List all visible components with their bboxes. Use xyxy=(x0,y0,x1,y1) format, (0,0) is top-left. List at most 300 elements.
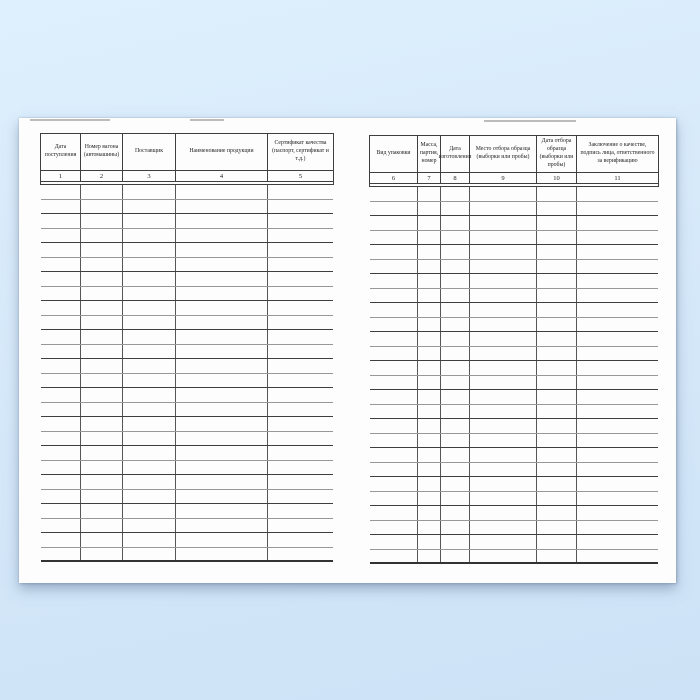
table-cell xyxy=(123,374,176,388)
table-cell xyxy=(370,318,418,332)
table-cell xyxy=(537,361,577,375)
table-cell xyxy=(176,243,268,257)
table-cell xyxy=(470,390,537,404)
table-row xyxy=(370,274,658,289)
table-cell xyxy=(81,345,123,359)
table-cell xyxy=(176,374,268,388)
table-cell xyxy=(441,550,470,563)
table-cell xyxy=(470,361,537,375)
table-cell xyxy=(176,214,268,228)
table-cell xyxy=(537,405,577,419)
table-cell xyxy=(176,330,268,344)
table-cell xyxy=(537,434,577,448)
table-cell xyxy=(418,463,441,477)
table-cell xyxy=(470,550,537,563)
table-cell xyxy=(418,434,441,448)
table-row xyxy=(41,374,333,389)
table-header-row xyxy=(40,133,334,170)
table-cell xyxy=(81,490,123,504)
table-cell xyxy=(41,301,81,315)
table-cell xyxy=(577,463,658,477)
table-cell xyxy=(577,231,658,245)
table-cell xyxy=(41,330,81,344)
table-cell xyxy=(268,432,333,446)
header-cell-7: Масса, партия, номер xyxy=(418,136,441,172)
table-cell xyxy=(577,434,658,448)
table-row xyxy=(370,434,658,449)
table-cell xyxy=(176,185,268,199)
table-cell xyxy=(537,245,577,259)
table-cell xyxy=(418,245,441,259)
table-cell xyxy=(81,388,123,402)
table-cell xyxy=(470,376,537,390)
table-cell xyxy=(441,274,470,288)
table-cell xyxy=(81,504,123,518)
table-cell xyxy=(81,258,123,272)
table-cell xyxy=(418,332,441,346)
table-cell xyxy=(41,388,81,402)
table-cell xyxy=(577,390,658,404)
table-cell xyxy=(418,535,441,549)
table-cell xyxy=(370,260,418,274)
table-cell xyxy=(370,448,418,462)
table-cell xyxy=(441,506,470,520)
table-cell xyxy=(418,202,441,216)
table-cell xyxy=(418,405,441,419)
table-row xyxy=(41,446,333,461)
table-row xyxy=(41,229,333,244)
table-cell xyxy=(418,231,441,245)
table-cell xyxy=(470,477,537,491)
table-cell xyxy=(418,347,441,361)
table-cell xyxy=(123,287,176,301)
table-cell xyxy=(268,504,333,518)
table-cell xyxy=(123,214,176,228)
table-cell xyxy=(577,506,658,520)
table-cell xyxy=(441,318,470,332)
header-cell-11: Заключение о качестве, подпись лица, ответственного за верификацию xyxy=(580,142,655,164)
table-cell xyxy=(537,289,577,303)
table-cell xyxy=(470,289,537,303)
table-cell xyxy=(370,405,418,419)
table-cell xyxy=(123,548,176,561)
table-cell xyxy=(41,185,81,199)
table-cell xyxy=(537,216,577,230)
table-cell xyxy=(537,521,577,535)
table-row xyxy=(370,405,658,420)
table-cell xyxy=(123,432,176,446)
table-cell xyxy=(81,533,123,547)
table-row xyxy=(41,301,333,316)
table-cell xyxy=(268,374,333,388)
table-cell xyxy=(370,506,418,520)
table-cell xyxy=(81,374,123,388)
table-cell xyxy=(41,533,81,547)
table-cell xyxy=(470,303,537,317)
table-cell xyxy=(441,535,470,549)
scan-artifact xyxy=(190,119,224,121)
table-row xyxy=(41,272,333,287)
table-cell xyxy=(418,521,441,535)
table-cell xyxy=(577,419,658,433)
table-cell xyxy=(123,258,176,272)
table-cell xyxy=(537,376,577,390)
table-cell xyxy=(577,187,658,201)
table-cell xyxy=(123,461,176,475)
table-cell xyxy=(470,448,537,462)
table-cell xyxy=(123,504,176,518)
table-cell xyxy=(441,390,470,404)
table-cell xyxy=(537,477,577,491)
table-cell xyxy=(41,432,81,446)
table-cell xyxy=(470,260,537,274)
table-cell xyxy=(470,434,537,448)
table-cell xyxy=(470,231,537,245)
table-cell xyxy=(123,490,176,504)
column-number-row xyxy=(40,170,334,182)
table-cell xyxy=(470,202,537,216)
table-cell xyxy=(81,359,123,373)
column-number-6: 6 xyxy=(370,173,418,183)
table-cell xyxy=(41,359,81,373)
table-cell xyxy=(577,477,658,491)
table-cell xyxy=(470,535,537,549)
table-cell xyxy=(123,417,176,431)
table-cell xyxy=(268,258,333,272)
table-cell xyxy=(470,318,537,332)
table-cell xyxy=(441,260,470,274)
table-cell xyxy=(577,303,658,317)
table-row xyxy=(41,461,333,476)
table-cell xyxy=(176,345,268,359)
table-cell xyxy=(370,535,418,549)
table-cell xyxy=(176,287,268,301)
table-row xyxy=(370,390,658,405)
table-cell xyxy=(268,330,333,344)
table-cell xyxy=(176,388,268,402)
table-cell xyxy=(176,258,268,272)
table-cell xyxy=(537,332,577,346)
column-number-7: 7 xyxy=(418,173,441,183)
table-row xyxy=(41,403,333,418)
table-cell xyxy=(537,550,577,563)
table-cell xyxy=(123,519,176,533)
table-cell xyxy=(418,376,441,390)
table-cell xyxy=(370,187,418,201)
table-row xyxy=(41,504,333,519)
table-cell xyxy=(41,417,81,431)
table-cell xyxy=(81,475,123,489)
table-cell xyxy=(268,316,333,330)
table-cell xyxy=(370,202,418,216)
table-cell xyxy=(268,301,333,315)
table-cell xyxy=(441,376,470,390)
table-row xyxy=(41,243,333,258)
header-cell-8: Дата изготовления xyxy=(441,136,470,172)
table-cell xyxy=(41,229,81,243)
table-cell xyxy=(81,272,123,286)
table-row xyxy=(41,287,333,302)
column-number-9: 9 xyxy=(470,173,537,183)
column-number-3: 3 xyxy=(123,171,176,181)
table-cell xyxy=(577,289,658,303)
table-row xyxy=(370,492,658,507)
table-cell xyxy=(41,504,81,518)
table-cell xyxy=(577,492,658,506)
table-row xyxy=(370,376,658,391)
table-cell xyxy=(41,461,81,475)
table-cell xyxy=(370,419,418,433)
table-cell xyxy=(81,432,123,446)
table-cell xyxy=(81,316,123,330)
table-cell xyxy=(176,504,268,518)
table-cell xyxy=(41,214,81,228)
table-cell xyxy=(176,403,268,417)
table-cell xyxy=(81,185,123,199)
table-row xyxy=(370,260,658,275)
table-row xyxy=(370,506,658,521)
table-cell xyxy=(418,390,441,404)
table-cell xyxy=(370,274,418,288)
table-cell xyxy=(470,419,537,433)
table-cell xyxy=(370,434,418,448)
table-cell xyxy=(176,229,268,243)
table-cell xyxy=(441,216,470,230)
table-cell xyxy=(41,272,81,286)
table-row xyxy=(370,187,658,202)
table-cell xyxy=(577,216,658,230)
column-number-1: 1 xyxy=(41,171,81,181)
table-row xyxy=(41,490,333,505)
table-cell xyxy=(123,388,176,402)
table-cell xyxy=(81,229,123,243)
table-row xyxy=(370,318,658,333)
table-cell xyxy=(268,243,333,257)
table-cell xyxy=(268,490,333,504)
table-cell xyxy=(268,475,333,489)
table-cell xyxy=(470,332,537,346)
table-cell xyxy=(577,202,658,216)
table-cell xyxy=(81,301,123,315)
table-cell xyxy=(577,274,658,288)
table-cell xyxy=(41,287,81,301)
table-cell xyxy=(470,216,537,230)
table-cell xyxy=(176,272,268,286)
table-cell xyxy=(41,374,81,388)
table-row xyxy=(370,477,658,492)
table-cell xyxy=(176,461,268,475)
table-cell xyxy=(370,216,418,230)
column-number-2: 2 xyxy=(81,171,123,181)
table-row xyxy=(370,535,658,550)
table-cell xyxy=(268,403,333,417)
table-cell xyxy=(537,535,577,549)
table-row xyxy=(370,245,658,260)
table-cell xyxy=(268,214,333,228)
table-row xyxy=(370,419,658,434)
table-cell xyxy=(123,316,176,330)
table-cell xyxy=(370,376,418,390)
column-number-4: 4 xyxy=(176,171,268,181)
table-cell xyxy=(81,330,123,344)
table-cell xyxy=(418,274,441,288)
table-cell xyxy=(441,245,470,259)
table-cell xyxy=(470,187,537,201)
table-cell xyxy=(41,403,81,417)
table-cell xyxy=(470,463,537,477)
table-cell xyxy=(418,506,441,520)
table-cell xyxy=(370,521,418,535)
table-cell xyxy=(370,347,418,361)
table-right-page xyxy=(369,135,659,564)
table-cell xyxy=(470,347,537,361)
table-cell xyxy=(577,260,658,274)
table-cell xyxy=(370,289,418,303)
table-cell xyxy=(418,448,441,462)
table-row xyxy=(370,202,658,217)
table-row xyxy=(370,521,658,536)
table-cell xyxy=(268,417,333,431)
table-cell xyxy=(370,332,418,346)
table-cell xyxy=(41,243,81,257)
table-cell xyxy=(577,448,658,462)
table-cell xyxy=(41,316,81,330)
table-cell xyxy=(41,446,81,460)
table-left-page xyxy=(40,133,334,562)
table-cell xyxy=(123,301,176,315)
table-cell xyxy=(81,200,123,214)
table-cell xyxy=(123,359,176,373)
table-cell xyxy=(577,535,658,549)
table-cell xyxy=(41,548,81,561)
table-cell xyxy=(441,492,470,506)
table-cell xyxy=(441,361,470,375)
table-row xyxy=(41,185,333,200)
table-cell xyxy=(537,260,577,274)
table-cell xyxy=(577,361,658,375)
table-cell xyxy=(123,243,176,257)
table-cell xyxy=(418,492,441,506)
table-row xyxy=(41,200,333,215)
table-cell xyxy=(470,506,537,520)
table-cell xyxy=(81,446,123,460)
table-cell xyxy=(418,289,441,303)
table-cell xyxy=(470,492,537,506)
table-cell xyxy=(370,231,418,245)
table-cell xyxy=(537,202,577,216)
table-row xyxy=(370,448,658,463)
table-cell xyxy=(577,332,658,346)
table-cell xyxy=(537,303,577,317)
table-cell xyxy=(268,287,333,301)
table-row xyxy=(41,519,333,534)
column-number-11: 11 xyxy=(614,174,621,182)
table-cell xyxy=(441,332,470,346)
table-cell xyxy=(418,361,441,375)
table-cell xyxy=(470,405,537,419)
table-cell xyxy=(470,274,537,288)
table-cell xyxy=(418,260,441,274)
table-cell xyxy=(441,521,470,535)
table-cell xyxy=(370,390,418,404)
table-cell xyxy=(176,475,268,489)
table-row xyxy=(41,548,333,563)
table-cell xyxy=(123,403,176,417)
table-cell xyxy=(537,347,577,361)
table-cell xyxy=(81,287,123,301)
table-row xyxy=(41,388,333,403)
table-cell xyxy=(577,521,658,535)
table-cell xyxy=(418,303,441,317)
table-cell xyxy=(537,231,577,245)
table-cell xyxy=(441,187,470,201)
table-cell xyxy=(176,316,268,330)
table-row xyxy=(370,463,658,478)
table-cell xyxy=(537,463,577,477)
table-cell xyxy=(268,388,333,402)
header-cell-5: Сертификат качества (паспорт, сертификат и т.д.) xyxy=(272,140,329,162)
table-cell xyxy=(81,548,123,561)
table-cell xyxy=(268,185,333,199)
table-cell xyxy=(176,417,268,431)
table-row xyxy=(370,216,658,231)
table-cell xyxy=(370,303,418,317)
table-cell xyxy=(81,461,123,475)
table-row xyxy=(41,214,333,229)
table-cell xyxy=(123,345,176,359)
table-cell xyxy=(441,231,470,245)
header-cell-6: Вид упаковки xyxy=(370,136,418,172)
table-row xyxy=(41,330,333,345)
table-cell xyxy=(176,490,268,504)
table-row xyxy=(41,345,333,360)
table-cell xyxy=(123,330,176,344)
table-cell xyxy=(418,318,441,332)
table-cell xyxy=(81,243,123,257)
table-cell xyxy=(41,258,81,272)
table-row xyxy=(41,359,333,374)
table-body xyxy=(369,187,659,564)
table-cell xyxy=(176,533,268,547)
table-cell xyxy=(81,403,123,417)
table-cell xyxy=(577,245,658,259)
table-cell xyxy=(537,492,577,506)
journal-spread-page xyxy=(19,118,676,583)
table-cell xyxy=(418,550,441,563)
table-cell xyxy=(123,533,176,547)
table-cell xyxy=(577,550,658,563)
table-cell xyxy=(268,548,333,561)
column-number-5: 5 xyxy=(298,172,303,180)
table-cell xyxy=(176,446,268,460)
table-header-row xyxy=(369,135,659,172)
column-number-8: 8 xyxy=(441,173,470,183)
table-row xyxy=(41,533,333,548)
table-row xyxy=(370,550,658,565)
table-cell xyxy=(441,463,470,477)
column-number-row xyxy=(369,172,659,184)
table-cell xyxy=(268,229,333,243)
table-cell xyxy=(268,533,333,547)
table-row xyxy=(370,332,658,347)
table-cell xyxy=(470,521,537,535)
table-cell xyxy=(176,359,268,373)
table-cell xyxy=(176,432,268,446)
table-cell xyxy=(41,200,81,214)
table-cell xyxy=(268,446,333,460)
header-cell-2: Номер вагона (автомашины) xyxy=(81,134,123,170)
table-cell xyxy=(537,448,577,462)
